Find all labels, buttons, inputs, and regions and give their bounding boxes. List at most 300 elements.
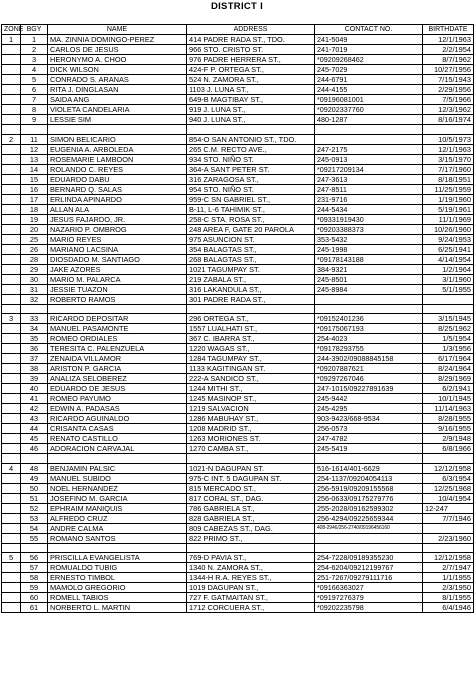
address-cell: 1021 TAGUMPAY ST. — [187, 264, 315, 274]
zone-cell — [2, 55, 21, 65]
contact-cell: *09175067193 — [315, 324, 423, 334]
table-row — [2, 184, 474, 194]
birthdate-cell: 8/24/1964 — [423, 364, 474, 374]
address-cell: 248 AREA F, GATE 20 PAROLA — [187, 224, 315, 234]
address-cell: 1286 MABUHAY ST., — [187, 414, 315, 424]
spacer-cell — [187, 304, 315, 314]
bgy-cell: 7 — [21, 95, 48, 105]
bgy-cell: 3 — [21, 55, 48, 65]
table-row — [2, 294, 474, 304]
contact-cell — [315, 533, 423, 543]
name-cell: MARIO REYES — [48, 234, 187, 244]
bgy-cell: 51 — [21, 493, 48, 503]
contact-cell: 256-0573 — [315, 424, 423, 434]
bgy-cell: 9 — [21, 115, 48, 125]
name-cell: ERLINDA APINARDO — [48, 194, 187, 204]
bgy-cell: 56 — [21, 553, 48, 563]
birthdate-cell: 8/25/1962 — [423, 324, 474, 334]
name-cell: ROSEMARIE LAMBOON — [48, 154, 187, 164]
bgy-cell: 44 — [21, 424, 48, 434]
table-row — [2, 174, 474, 184]
zone-cell — [2, 503, 21, 513]
contact-cell: 245-1998 — [315, 244, 423, 254]
zone-cell — [2, 174, 21, 184]
table-row — [2, 344, 474, 354]
name-cell: ROMEO PAYUMO — [48, 394, 187, 404]
name-cell: RICARDO DEPOSITAR — [48, 314, 187, 324]
address-cell: 258-C STA. ROSA ST., — [187, 214, 315, 224]
table-row — [2, 404, 474, 414]
table-row — [2, 354, 474, 364]
contact-cell: 245-4295 — [315, 404, 423, 414]
table-row — [2, 563, 474, 573]
zone-cell: 2 — [2, 134, 21, 144]
contact-cell: 244-6791 — [315, 75, 423, 85]
birthdate-cell: 6/4/1946 — [423, 603, 474, 613]
table-row — [2, 553, 474, 563]
address-cell: 940 J. LUNA ST., — [187, 115, 315, 125]
zone-cell — [2, 563, 21, 573]
address-cell: 1219 SALVACION — [187, 404, 315, 414]
contact-cell: 516-1614/401-6629 — [315, 463, 423, 473]
spacer-cell — [2, 125, 21, 135]
address-cell: 219 ZABALA ST., — [187, 274, 315, 284]
zone-cell — [2, 483, 21, 493]
birthdate-cell: 6/25/1941 — [423, 244, 474, 254]
bgy-cell: 30 — [21, 274, 48, 284]
zone-cell — [2, 244, 21, 254]
name-cell: ZENAIDA VILLAMOR — [48, 354, 187, 364]
name-cell: EUGENIA A. ARBOLEDA — [48, 144, 187, 154]
address-cell: 809 CABEZAS ST., DAG. — [187, 523, 315, 533]
birthdate-cell: 9/24/1953 — [423, 234, 474, 244]
contact-cell: 254-4023 — [315, 334, 423, 344]
bgy-cell: 2 — [21, 45, 48, 55]
bgy-cell: 43 — [21, 414, 48, 424]
table-row — [2, 593, 474, 603]
address-cell: 966 STO. CRISTO ST. — [187, 45, 315, 55]
spacer-cell — [21, 125, 48, 135]
table-row — [2, 45, 474, 55]
table-row — [2, 364, 474, 374]
birthdate-cell: 8/28/1955 — [423, 414, 474, 424]
header-contact: CONTACT NO. — [315, 25, 423, 35]
name-cell: BERNARD Q. SALAS — [48, 184, 187, 194]
table-row — [2, 374, 474, 384]
name-cell: EDUARDO DE JESUS — [48, 384, 187, 394]
birthdate-cell: 6/3/1954 — [423, 473, 474, 483]
zone-cell — [2, 603, 21, 613]
contact-cell: 245-8501 — [315, 274, 423, 284]
table-row — [2, 513, 474, 523]
zone-cell — [2, 194, 21, 204]
address-cell: 1019 DAGUPAN ST., — [187, 583, 315, 593]
birthdate-cell: 11/14/1963 — [423, 404, 474, 414]
contact-cell — [315, 134, 423, 144]
bgy-cell: 61 — [21, 603, 48, 613]
address-cell: 828 GABRIELA ST., — [187, 513, 315, 523]
table-row — [2, 414, 474, 424]
birthdate-cell: 2/29/1956 — [423, 85, 474, 95]
name-cell: EPHRAIM MANIQUIS — [48, 503, 187, 513]
zone-cell — [2, 513, 21, 523]
bgy-cell: 31 — [21, 284, 48, 294]
birthdate-cell: 1/5/1954 — [423, 334, 474, 344]
bgy-cell: 16 — [21, 184, 48, 194]
table-row — [2, 463, 474, 473]
contact-cell: 256-4294/09225659344 — [315, 513, 423, 523]
bgy-cell: 15 — [21, 174, 48, 184]
zone-cell — [2, 224, 21, 234]
contact-cell: *09203388373 — [315, 224, 423, 234]
address-cell: 222-A SANDICO ST., — [187, 374, 315, 384]
header-birthdate: BIRTHDATE — [423, 25, 474, 35]
bgy-cell: 6 — [21, 85, 48, 95]
name-cell: MARIO M. PALARCA — [48, 274, 187, 284]
bgy-cell: 18 — [21, 204, 48, 214]
bgy-cell: 34 — [21, 324, 48, 334]
address-cell: 1344-H R.A. REYES ST., — [187, 573, 315, 583]
spacer-cell — [187, 454, 315, 464]
header-zone: ZONE — [2, 25, 21, 35]
district-table — [1, 24, 474, 613]
name-cell: EDUARDO DABU — [48, 174, 187, 184]
contact-cell: *09331919430 — [315, 214, 423, 224]
name-cell: CARLOS DE JESUS — [48, 45, 187, 55]
bgy-cell: 41 — [21, 394, 48, 404]
zone-cell — [2, 75, 21, 85]
page-title: DISTRICT I — [210, 1, 264, 12]
birthdate-cell: 10/4/1954 — [423, 493, 474, 503]
table-row — [2, 573, 474, 583]
header-bgy: BGY — [21, 25, 48, 35]
bgy-cell: 50 — [21, 483, 48, 493]
table-body — [2, 35, 474, 613]
address-cell: 265 C.M. RECTO AVE., — [187, 144, 315, 154]
bgy-cell: 58 — [21, 573, 48, 583]
bgy-cell: 40 — [21, 384, 48, 394]
address-cell: 316 LAKANDULA ST., — [187, 284, 315, 294]
table-row — [2, 334, 474, 344]
birthdate-cell: 7/5/1966 — [423, 95, 474, 105]
name-cell: NOEL HERNANDEZ — [48, 483, 187, 493]
table-row — [2, 75, 474, 85]
birthdate-cell: 12/12/1958 — [423, 553, 474, 563]
address-cell: 1340 N. ZAMORA ST., — [187, 563, 315, 573]
zone-cell: 1 — [2, 35, 21, 45]
contact-cell: *09196081001 — [315, 95, 423, 105]
name-cell: ROLANDO C. REYES — [48, 164, 187, 174]
contact-cell: *09209268462 — [315, 55, 423, 65]
zone-cell: 4 — [2, 463, 21, 473]
birthdate-cell — [423, 294, 474, 304]
address-cell: 1133 KAGITINGAN ST. — [187, 364, 315, 374]
spacer-cell — [2, 543, 21, 553]
contact-cell: 245-8984 — [315, 284, 423, 294]
address-cell: 769-D PAVIA ST., — [187, 553, 315, 563]
address-cell: 1712 CORCUERA ST., — [187, 603, 315, 613]
zone-cell: 3 — [2, 314, 21, 324]
bgy-cell: 39 — [21, 374, 48, 384]
address-cell: 1245 MASINOP ST., — [187, 394, 315, 404]
zone-cell — [2, 444, 21, 454]
address-cell: 1220 WAGAS ST., — [187, 344, 315, 354]
bgy-cell: 35 — [21, 334, 48, 344]
spacer-row — [2, 304, 474, 314]
zone-cell — [2, 364, 21, 374]
header-row — [2, 25, 474, 35]
address-cell: 1103 J. LUNA ST., — [187, 85, 315, 95]
birthdate-cell: 2/2/1954 — [423, 45, 474, 55]
zone-cell — [2, 493, 21, 503]
zone-cell — [2, 164, 21, 174]
table-row — [2, 274, 474, 284]
address-cell: 1263 MORIONES ST. — [187, 434, 315, 444]
name-cell: RENATO CASTILLO — [48, 434, 187, 444]
bgy-cell: 19 — [21, 214, 48, 224]
table-row — [2, 204, 474, 214]
name-cell: JESUS FAJARDO, JR. — [48, 214, 187, 224]
table-row — [2, 134, 474, 144]
birthdate-cell: 5/19/1961 — [423, 204, 474, 214]
name-cell: ALLAN ALA — [48, 204, 187, 214]
address-cell: 354 BALAGTAS ST., — [187, 244, 315, 254]
table-row — [2, 264, 474, 274]
contact-cell: *09217209134 — [315, 164, 423, 174]
zone-cell — [2, 154, 21, 164]
zone-cell — [2, 384, 21, 394]
bgy-cell: 48 — [21, 463, 48, 473]
contact-cell: 254-7228/09189355230 — [315, 553, 423, 563]
birthdate-cell: 10/27/1956 — [423, 65, 474, 75]
bgy-cell: 1 — [21, 35, 48, 45]
header-name: NAME — [48, 25, 187, 35]
zone-cell — [2, 573, 21, 583]
birthdate-cell: 8/1/1955 — [423, 593, 474, 603]
name-cell: ROBERTO RAMOS — [48, 294, 187, 304]
contact-cell — [315, 294, 423, 304]
zone-cell: 5 — [2, 553, 21, 563]
bgy-cell: 33 — [21, 314, 48, 324]
contact-cell: 247-3613 — [315, 174, 423, 184]
birthdate-cell — [423, 523, 474, 533]
birthdate-cell: 9/16/1955 — [423, 424, 474, 434]
table-row — [2, 483, 474, 493]
bgy-cell: 11 — [21, 134, 48, 144]
name-cell: MANUEL PASAMONTE — [48, 324, 187, 334]
birthdate-cell: 12/1/1963 — [423, 35, 474, 45]
name-cell: PRISCILLA EVANGELISTA — [48, 553, 187, 563]
address-cell: 727 F. GATMAITAN ST., — [187, 593, 315, 603]
zone-cell — [2, 85, 21, 95]
name-cell: ROMANO SANTOS — [48, 533, 187, 543]
contact-cell: 245-7029 — [315, 65, 423, 75]
spacer-cell — [48, 543, 187, 553]
address-cell: 414 PADRE RADA ST., TDO. — [187, 35, 315, 45]
table-row — [2, 583, 474, 593]
birthdate-cell: 5/1/1955 — [423, 284, 474, 294]
name-cell: MARIANO LACSINA — [48, 244, 187, 254]
birthdate-cell: 1/1/1955 — [423, 573, 474, 583]
contact-cell: 247-4782 — [315, 434, 423, 444]
contact-cell: 241-7019 — [315, 45, 423, 55]
zone-cell — [2, 404, 21, 414]
birthdate-cell: 8/7/1962 — [423, 55, 474, 65]
table-row — [2, 503, 474, 513]
table-row — [2, 424, 474, 434]
table-row — [2, 144, 474, 154]
bgy-cell: 59 — [21, 583, 48, 593]
table-row — [2, 394, 474, 404]
bgy-cell: 20 — [21, 224, 48, 234]
birthdate-cell: 6/17/1964 — [423, 354, 474, 364]
bgy-cell: 49 — [21, 473, 48, 483]
name-cell: MA. ZINNIA DOMINGO-PEREZ — [48, 35, 187, 45]
contact-cell: 353-5432 — [315, 234, 423, 244]
name-cell: RITA J. DINGLASAN — [48, 85, 187, 95]
contact-cell: 384-9321 — [315, 264, 423, 274]
contact-cell: *09178293755 — [315, 344, 423, 354]
name-cell: ANDRE CALMA — [48, 523, 187, 533]
birthdate-cell: 2/9/1948 — [423, 434, 474, 444]
birthdate-cell: 8/18/1951 — [423, 174, 474, 184]
table-row — [2, 324, 474, 334]
table-row — [2, 115, 474, 125]
bgy-cell: 52 — [21, 503, 48, 513]
contact-cell: 245-5419 — [315, 444, 423, 454]
birthdate-cell: 11/1/1969 — [423, 214, 474, 224]
contact-cell: *09202337760 — [315, 105, 423, 115]
birthdate-cell: 8/29/1969 — [423, 374, 474, 384]
name-cell: MANUEL SUBIDO — [48, 473, 187, 483]
zone-cell — [2, 354, 21, 364]
birthdate-cell: 6/2/1941 — [423, 384, 474, 394]
contact-cell: 231-9716 — [315, 194, 423, 204]
table-row — [2, 254, 474, 264]
spacer-cell — [315, 543, 423, 553]
address-cell: 316 ZARAGOSA ST., — [187, 174, 315, 184]
address-cell: 975 ASUNCION ST. — [187, 234, 315, 244]
zone-cell — [2, 264, 21, 274]
bgy-cell: 45 — [21, 434, 48, 444]
name-cell: ALFREDO CRUZ — [48, 513, 187, 523]
spacer-cell — [315, 125, 423, 135]
name-cell: CONRADO S. ARANAS — [48, 75, 187, 85]
spacer-cell — [423, 304, 474, 314]
contact-cell: 245-0913 — [315, 154, 423, 164]
address-cell: 822 PRIMO ST., — [187, 533, 315, 543]
contact-cell: 256-5919/09209155568 — [315, 483, 423, 493]
address-cell: 815 MERCADO ST., — [187, 483, 315, 493]
birthdate-cell: 11/25/1959 — [423, 184, 474, 194]
zone-cell — [2, 95, 21, 105]
table-row — [2, 284, 474, 294]
contact-cell: 256-0633/09175279776 — [315, 493, 423, 503]
name-cell: CRISANTA CASAS — [48, 424, 187, 434]
spacer-cell — [48, 454, 187, 464]
bgy-cell: 60 — [21, 593, 48, 603]
bgy-cell: 12 — [21, 144, 48, 154]
header-address: ADDRESS — [187, 25, 315, 35]
zone-cell — [2, 324, 21, 334]
table-row — [2, 234, 474, 244]
name-cell: HERONYMO A. CHOO — [48, 55, 187, 65]
birthdate-cell: 4/14/1954 — [423, 254, 474, 264]
address-cell: 1208 MADRID ST., — [187, 424, 315, 434]
name-cell: NAZARIO P. OMBROG — [48, 224, 187, 234]
zone-cell — [2, 394, 21, 404]
contact-cell: 244-3902/09088845158 — [315, 354, 423, 364]
zone-cell — [2, 334, 21, 344]
contact-cell: 254-6204/09212199767 — [315, 563, 423, 573]
address-cell: 367 C. IBARRA ST., — [187, 334, 315, 344]
zone-cell — [2, 274, 21, 284]
birthdate-cell: 3/15/1970 — [423, 154, 474, 164]
contact-cell: 247-1015/09227891639 — [315, 384, 423, 394]
birthdate-cell: 12/12/1958 — [423, 463, 474, 473]
contact-cell: *09207887621 — [315, 364, 423, 374]
zone-cell — [2, 184, 21, 194]
address-cell: 854-O SAN ANTONIO ST., TDO. — [187, 134, 315, 144]
zone-cell — [2, 204, 21, 214]
name-cell: ROMUALDO TUBIG — [48, 563, 187, 573]
zone-cell — [2, 434, 21, 444]
spacer-cell — [2, 304, 21, 314]
bgy-cell: 36 — [21, 344, 48, 354]
spacer-cell — [423, 454, 474, 464]
name-cell: TERESITA C. PALENZUELA — [48, 344, 187, 354]
name-cell: JAKE AZORES — [48, 264, 187, 274]
address-cell: 934 STO. NIÑO ST. — [187, 154, 315, 164]
zone-cell — [2, 65, 21, 75]
table-row — [2, 85, 474, 95]
zone-cell — [2, 234, 21, 244]
contact-cell: 244-5434 — [315, 204, 423, 214]
bgy-cell: 37 — [21, 354, 48, 364]
bgy-cell: 55 — [21, 533, 48, 543]
zone-cell — [2, 294, 21, 304]
birthdate-cell: 12/25/1968 — [423, 483, 474, 493]
address-cell: 919 J. LUNA ST., — [187, 105, 315, 115]
name-cell: ERNESTO TIMBOL — [48, 573, 187, 583]
birthdate-cell: 1/19/1960 — [423, 194, 474, 204]
table-row — [2, 105, 474, 115]
birthdate-cell: 2/23/1960 — [423, 533, 474, 543]
spacer-cell — [21, 454, 48, 464]
address-cell: 268 BALAGTAS ST., — [187, 254, 315, 264]
contact-cell: 244-4155 — [315, 85, 423, 95]
table-row — [2, 444, 474, 454]
contact-cell: *09297267046 — [315, 374, 423, 384]
name-cell: SAIDA ANG — [48, 95, 187, 105]
zone-cell — [2, 583, 21, 593]
bgy-cell: 28 — [21, 254, 48, 264]
bgy-cell: 54 — [21, 523, 48, 533]
address-cell: 1270 CAMBA ST., — [187, 444, 315, 454]
bgy-cell: 53 — [21, 513, 48, 523]
birthdate-cell: 2/7/1947 — [423, 563, 474, 573]
bgy-cell: 13 — [21, 154, 48, 164]
address-cell: 524 N. ZAMORA ST., — [187, 75, 315, 85]
zone-cell — [2, 144, 21, 154]
name-cell: ADORACION CARVAJAL — [48, 444, 187, 454]
zone-cell — [2, 473, 21, 483]
table-row — [2, 493, 474, 503]
table-row — [2, 164, 474, 174]
table-row — [2, 214, 474, 224]
zone-cell — [2, 414, 21, 424]
address-cell: 954 STO. NIÑO ST. — [187, 184, 315, 194]
